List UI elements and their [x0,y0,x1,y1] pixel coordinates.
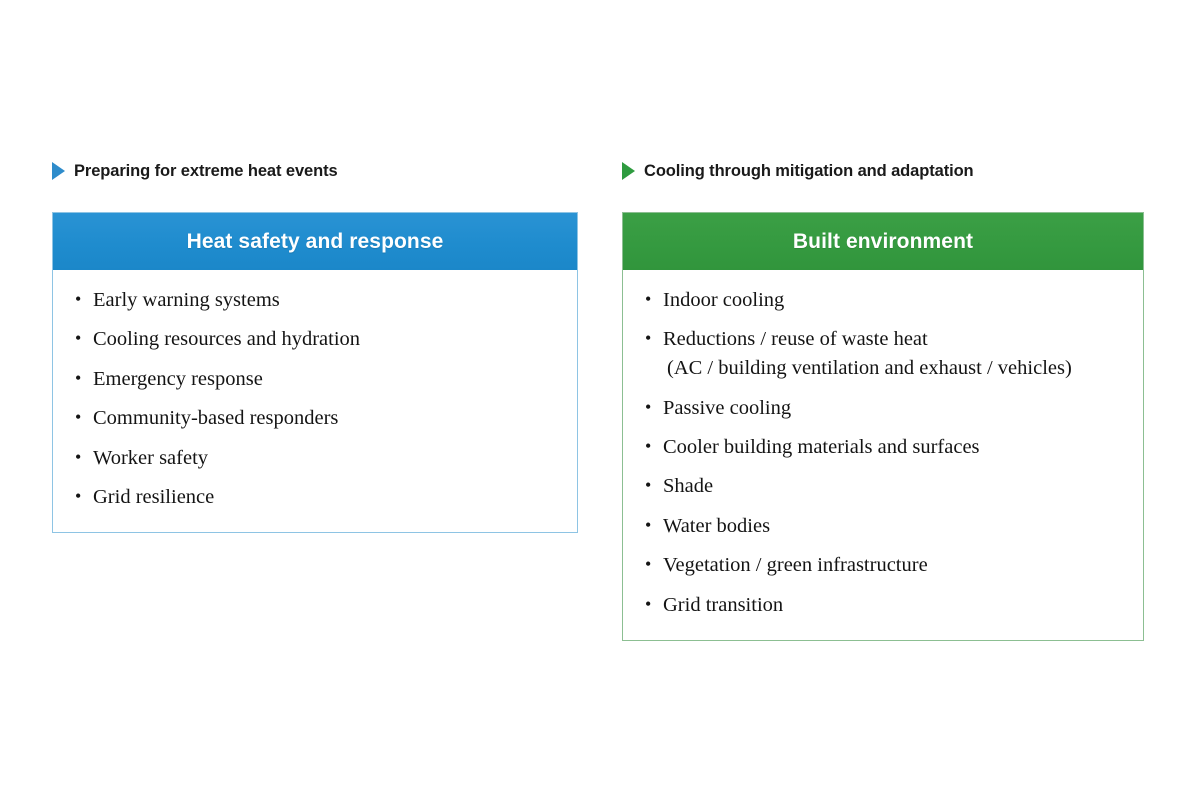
section-title-text: Preparing for extreme heat events [74,161,338,180]
list-item [73,483,563,512]
list-item-label: Vegetation / green infrastructure [663,554,928,577]
list-item [643,286,1129,315]
list-item-label: Water bodies [663,514,771,537]
list-item-label: Cooling resources and hydration [93,328,361,351]
list-item [643,512,1129,541]
list-item [643,394,1129,423]
list-item-label: Worker safety [93,446,209,469]
list-item [73,325,563,354]
list-item [643,472,1129,501]
list-item [73,286,563,315]
bullet-list-heat-safety [73,286,563,512]
card-title-text: Heat safety and response [186,229,444,253]
column-built-environment [622,158,1144,641]
triangle-right-icon [52,162,65,180]
list-item [73,365,563,394]
list-item-label: Reductions / reuse of waste heat [663,328,928,351]
list-item [643,433,1129,462]
list-item-sublabel: (AC / building ventilation and exhaust / vehicles) [667,357,1072,380]
list-item-label: Emergency response [93,367,263,390]
list-item-label: Shade [663,475,714,498]
bullet-list-built-environment [643,286,1129,620]
card-body-green [623,270,1143,640]
list-item-label: Passive cooling [663,396,792,419]
list-item-label: Indoor cooling [663,289,785,311]
list-item-label: Grid transition [663,593,784,616]
section-heading-preparing [52,158,578,184]
column-heat-safety [52,158,578,533]
section-heading-cooling [622,158,1144,184]
list-item [643,591,1129,620]
card-title-text: Built environment [792,229,974,253]
list-item-label: Early warning systems [93,289,280,311]
list-item [643,551,1129,580]
card-header-blue [53,213,577,270]
list-item [643,325,1129,383]
list-item-label: Cooler building materials and surfaces [663,436,980,459]
card-body-blue [53,270,577,532]
list-item-label: Grid resilience [93,485,215,508]
list-item-label: Community-based responders [93,407,339,430]
section-title-text: Cooling through mitigation and adaptation [644,161,974,180]
card-heat-safety-and-response [52,212,578,533]
list-item [73,444,563,473]
triangle-right-icon [622,162,635,180]
card-built-environment [622,212,1144,641]
list-item [73,404,563,433]
card-header-green [623,213,1143,270]
